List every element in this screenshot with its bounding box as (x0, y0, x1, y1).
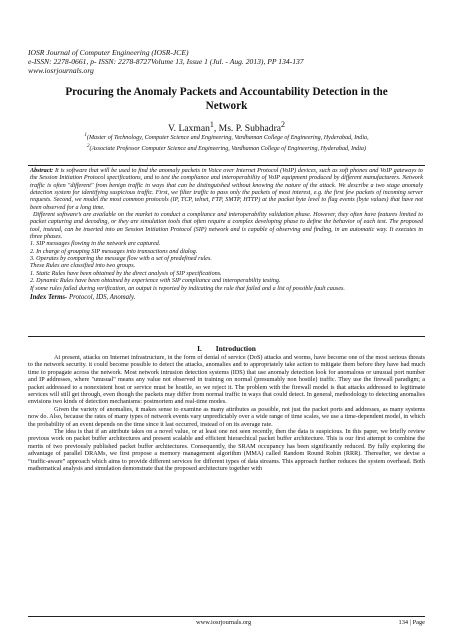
abstract-line: These Rules are classified into two groups. (30, 263, 136, 270)
title-line-2: Network (205, 100, 248, 112)
page-footer (28, 618, 425, 628)
journal-issn: e-ISSN: 2278-0661, p- ISSN: 2278-8727Volume 13, Issue 1 (Jul. - Aug. 2013), PP 134-137 (28, 57, 304, 66)
index-terms (30, 294, 423, 301)
section-title: Introduction (215, 344, 256, 353)
section-body (28, 354, 425, 614)
body-paragraph: Given the variety of anomalies, it makes sense to examine as many attributes as possible, not just the packet ports and addresses, as many systems now do. Also, because the rates of many types of network events vary unpredictably over a wide range of time scales, we use a time-dependent model, in which the probability of an event depends on the time since it last occurred, instead of on its average rate. (28, 405, 425, 428)
journal-name: IOSR Journal of Computer Engineering (IOSR-JCE) (28, 48, 189, 57)
footer-rule (28, 616, 425, 617)
abstract-line: If some rules failed during verification, an output is reported by indicating the rule that failed and a list of possible fault causes. (30, 285, 345, 292)
abstract-list-item: 1. SIP messages flowing in the network are captured. (30, 241, 161, 248)
body-paragraph: At present, attacks on Internet infrastructure, in the form of denial of service (DoS) attacks and worms, have become one of the most serious threats to the network security. it could become possible to detect the attacks, anomalies and to appropriately take action to mitigate them before they have had much time to propagate across the network. Most network intrusion detection systems (IDS) that use anomaly detection look for anomalous or unusual port number and IP addresses, where "unusual" means any value not observed in training on normal (presumably non hostile) traffic. They use the firewall paradigm; a packet addressed to a nonexistent host or service must be hostile, so we reject it. The problem with the firewall model is that attacks addressed to legitimate services will still get through, even though the packets may differ from normal traffic in ways that could detect. In general, methodology to detecting anomalies envisions two kinds of detection mechanisms: postmortem and real-time modes. (28, 354, 425, 406)
abstract-list-item: 3. Operates by comparing the message flow with a set of predefined rules. (30, 256, 212, 263)
paper-title (30, 85, 423, 113)
affiliation (40, 132, 413, 143)
author-superscript: 2 (281, 120, 286, 129)
author-name: V. Laxman (167, 123, 210, 135)
affiliation-superscript: 1 (84, 132, 87, 138)
page-number: 134 | Page (398, 619, 425, 626)
index-terms-text: Protocol, IDS, Anomaly. (67, 293, 136, 301)
abstract-paragraph: Different software’s are available on the market to conduct a compliance and interoperability validation phase. However, they often have features limited to packet capturing and decoding, or they are simulation tools that often require a complex developing phase to define the behavior of each test. The proposed tool, instead, can be inserted into an Session Initiation Protocol (SIP) network and is capable of observing and finding, in an automatic way. It executes in three phases. (30, 212, 423, 241)
footer-url: www.iosrjournals.org (196, 619, 252, 626)
abstract-paragraph (30, 168, 423, 212)
body-paragraph: The idea is that if an attribute takes on a novel value, or at least one not seen recently, then the data is suspicious. In this paper, we briefly review previous work on packet buffer architectures and present scalable and efficient hierarchical packet buffer architecture. This is our first attempt to combine the merits of two previously published packet buffer architectures. Consequently, the SRAM occupancy has been significantly reduced. By fully exploring the advantage of parallel DRAMs, we first propose a memory management algorithm (MMA) called Random Round Robin (RRR). Thereafter, we devise a “traffic-aware” approach which aims to provide different services for different types of data streams. This approach further reduces the system overhead. Both mathematical analysis and simulation demonstrate that the proposed architecture together with (28, 428, 425, 473)
author-name: , Ms. P. Subhadra (213, 123, 282, 135)
abstract (28, 165, 425, 337)
abstract-label: Abstract: (30, 168, 54, 174)
author-superscript: 1 (209, 120, 214, 129)
abstract-list-item: 1. Static Rules have been obtained by the direct analysis of SIP specifications. (30, 270, 222, 277)
affiliation-text: (Associate Professor Computer Science and Engineering, Vardhaman College of Engineering, Hyderabad, India) (89, 145, 366, 152)
index-terms-label: Index Terms- (30, 293, 68, 301)
section-number: I. (197, 344, 202, 353)
affiliation-text: (Master of Technology, Computer Science and Engineering, Vardhaman College of Engineering, Hyderabad, India, (86, 135, 369, 142)
abstract-list-item: 2. Dynamic Rules have been obtained by experience with SIP compliance and interoperability testing. (30, 278, 281, 285)
abstract-text: It is software that will be used to find the anomaly packets in Voice over Internet Protocol (VoIP) devices, such as soft phones and VoIP gateways to the Session Initiation Protocol specifications, and to test the compliance and interoperability of VoIP equipment produced by different manufacturers. Network traffic is often "different" from benign traffic in ways that can be distinguished without knowing the nature of the attack. We describe a two stage anomaly detection system for identifying suspicious traffic. First, we filter traffic to pass only the packets of most interest, e.g. the first few packets of incoming server requests. Second, we model the most common protocols (IP, TCP, telnet, FTP, SMTP, HTTP) at the packet byte level to flag events (byte values) that have not been observed for a long time. (30, 168, 424, 211)
affiliation (40, 143, 413, 154)
abstract-list-item: 2. In charge of grouping SIP messages into transactions and dialog. (30, 248, 198, 255)
affiliations (40, 132, 413, 153)
journal-url: www.iosrjournals.org (28, 66, 94, 75)
title-line-1: Procuring the Anomaly Packets and Accountability Detection in the (65, 86, 388, 98)
affiliation-superscript: 2 (87, 142, 90, 149)
section-heading (28, 344, 425, 353)
journal-header (28, 48, 428, 75)
